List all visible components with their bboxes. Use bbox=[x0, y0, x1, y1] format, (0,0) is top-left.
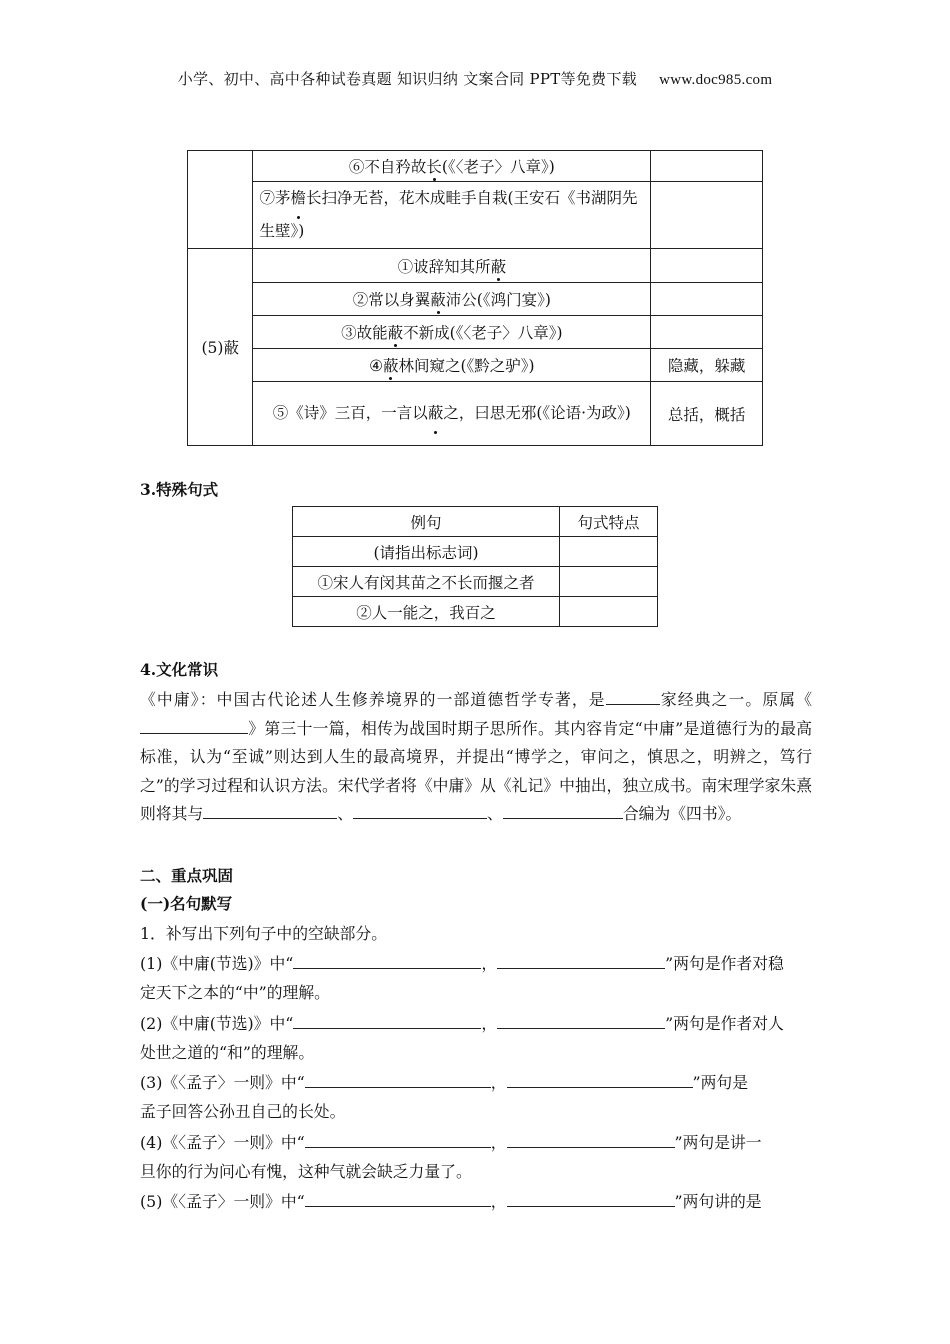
meaning-cell bbox=[651, 316, 763, 349]
table-row: ④蔽林间窥之(《黔之驴》) bbox=[253, 349, 651, 382]
table-cell bbox=[560, 567, 658, 597]
culture-paragraph: 《中庸》：中国古代论述人生修养境界的一部道德哲学专著，是 家经典之一。原属《》第三十一篇，相传为战国时期子思所作。其内容肯定“中庸”是道德行为的最高标准，认为“至诚”则达到人生的最高境界，并提出“博学之，审问之，慎思之，明辨之，笃行之”的学习过程和认识方法。宋代学者将《中庸》从《礼记》中抽出，独立成书。南宋理学家朱熹则将其与 、 、 合编为《四书》。 bbox=[140, 686, 812, 829]
header-text: 小学、初中、高中各种试卷真题 知识归纳 文案合同 PPT等免费下载 bbox=[177, 70, 638, 88]
sentence-pattern-table bbox=[292, 506, 658, 627]
table-cell: ②人一能之，我百之 bbox=[293, 597, 560, 627]
fill-blank[interactable] bbox=[497, 1010, 665, 1029]
fill-blank[interactable] bbox=[293, 950, 481, 969]
fill-blank[interactable] bbox=[503, 800, 623, 819]
fill-blank[interactable] bbox=[507, 1069, 693, 1088]
fill-blank[interactable] bbox=[293, 1010, 481, 1029]
question-item: (4)《〈孟子〉一则》中“ ， ”两句是讲一 bbox=[140, 1129, 820, 1157]
table-cell: ①宋人有闵其苗之不长而揠之者 bbox=[293, 567, 560, 597]
table-header-feature: 句式特点 bbox=[560, 507, 658, 537]
table-row: ③故能蔽不新成(《〈老子〉八章》) bbox=[253, 316, 651, 349]
question-item-cont: 处世之道的“和”的理解。 bbox=[140, 1043, 315, 1062]
question-item: (1)《中庸(节选)》中“ ， ”两句是作者对稳 bbox=[140, 950, 820, 978]
group-cell-empty bbox=[188, 151, 253, 249]
question-item: (2)《中庸(节选)》中“ ， ”两句是作者对人 bbox=[140, 1010, 820, 1038]
table-cell bbox=[560, 537, 658, 567]
fill-blank[interactable] bbox=[305, 1188, 491, 1207]
subsection-title: (一)名句默写 bbox=[140, 894, 233, 913]
fill-blank[interactable] bbox=[305, 1069, 491, 1088]
fill-blank[interactable] bbox=[606, 686, 660, 705]
question-item: (5)《〈孟子〉一则》中“ ， ”两句讲的是 bbox=[140, 1188, 820, 1216]
question-item-cont: 旦你的行为问心有愧，这种气就会缺乏力量了。 bbox=[140, 1162, 472, 1181]
fill-blank[interactable] bbox=[507, 1188, 675, 1207]
question-item-cont: 定天下之本的“中”的理解。 bbox=[140, 983, 330, 1002]
question-intro: 1．补写出下列句子中的空缺部分。 bbox=[140, 924, 388, 943]
header-site: www.doc985.com bbox=[659, 72, 773, 88]
meaning-cell bbox=[651, 151, 763, 182]
meaning-cell bbox=[651, 249, 763, 283]
question-item-cont: 孟子回答公孙丑自己的长处。 bbox=[140, 1102, 346, 1121]
fill-blank[interactable] bbox=[305, 1129, 491, 1148]
table-row: ⑤《诗》三百，一言以蔽之，曰思无邪(《论语·为政》) bbox=[253, 382, 651, 446]
table-row: ①诐辞知其所蔽 bbox=[253, 249, 651, 283]
fill-blank[interactable] bbox=[353, 800, 487, 819]
table-row: ②常以身翼蔽沛公(《鸿门宴》) bbox=[253, 283, 651, 316]
fill-blank[interactable] bbox=[140, 715, 248, 734]
table-header-example: 例句 bbox=[293, 507, 560, 537]
meaning-cell: 总括，概括 bbox=[651, 382, 763, 446]
table-cell: (请指出标志词) bbox=[293, 537, 560, 567]
meaning-cell bbox=[651, 182, 763, 249]
table-row: ⑦茅檐长扫净无苔，花木成畦手自栽(王安石《书湖阴先生壁》) bbox=[253, 182, 651, 249]
part-2-title: 二、重点巩固 bbox=[140, 866, 234, 885]
fill-blank[interactable] bbox=[497, 950, 665, 969]
meaning-cell bbox=[651, 283, 763, 316]
fill-blank[interactable] bbox=[507, 1129, 675, 1148]
group-label: (5)蔽 bbox=[188, 249, 253, 446]
table-row: ⑥不自矜故长(《〈老子〉八章》) bbox=[253, 151, 651, 182]
meaning-cell: 隐藏，躲藏 bbox=[651, 349, 763, 382]
question-item: (3)《〈孟子〉一则》中“ ， ”两句是 bbox=[140, 1069, 820, 1097]
section-4-title: 4.文化常识 bbox=[140, 660, 219, 679]
fill-blank[interactable] bbox=[203, 800, 337, 819]
section-3-title: 3.特殊句式 bbox=[140, 480, 219, 499]
table-cell bbox=[560, 597, 658, 627]
vocab-table bbox=[187, 150, 763, 446]
page-header bbox=[0, 68, 950, 89]
